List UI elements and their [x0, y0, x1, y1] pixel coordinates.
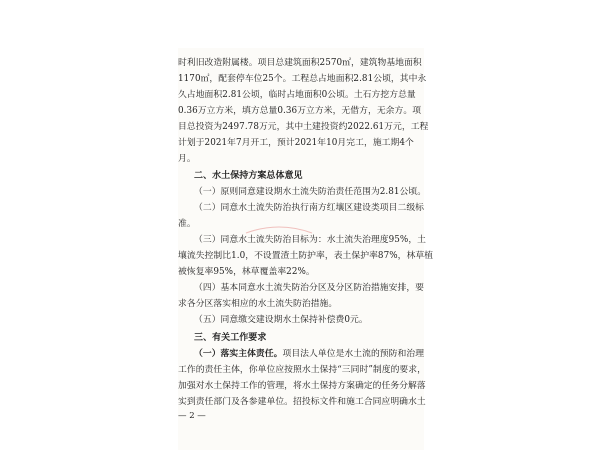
page-number: — 2 —	[178, 411, 206, 421]
body-line: （二）同意水土流失防治执行南方红壤区建设类项目二级标	[194, 203, 425, 213]
body-line: 久占地面积2.81公顷，临时占地面积0公顷。土石方挖方总量	[178, 90, 416, 100]
body-line: 加强对水土保持工作的管理，将水土保持方案确定的任务分解落	[178, 381, 426, 391]
body-line: 壤流失控制比1.0，不设置渣土防护率，表土保护率87%，林草植	[178, 251, 434, 261]
body-line: （四）基本同意水土流失防治分区及分区防治措施安排，要	[194, 283, 425, 293]
body-line: （一）原则同意建设期水土流失防治责任范围为2.81公顷。	[194, 187, 427, 197]
section-heading: 三、有关工作要求	[194, 333, 267, 343]
body-line: 月。	[178, 154, 196, 164]
body-line: （五）同意缴交建设期水土保持补偿费0元。	[194, 315, 368, 325]
body-line: 准。	[178, 219, 196, 229]
body-line: 1170㎡，配套停车位25个。工程总占地面积2.81公顷，其中永	[178, 74, 427, 84]
body-line: 计划于2021年7月开工，预计2021年10月完工，施工期4个	[178, 138, 414, 148]
body-line: 0.36万立方米，填方总量0.36万立方米，无借方，无余方。项	[178, 106, 422, 116]
body-line: 被恢复率95%，林草覆盖率22%。	[178, 267, 315, 277]
body-line-with-lead	[194, 349, 426, 360]
body-line-rest: 项目法人单位是水土流的预防和治理	[282, 349, 425, 359]
bold-lead: （一）落实主体责任。	[194, 349, 283, 359]
body-line: 求各分区落实相应的水土流失防治措施。	[178, 299, 338, 309]
body-line: 工作的责任主体，你单位应按照水土保持“三同时”制度的要求，	[178, 365, 426, 375]
body-line: 目总投资为2497.78万元，其中土建投资约2022.61万元，工程	[178, 122, 429, 132]
body-line: 时利旧改造附属楼。项目总建筑面积2570㎡，建筑物基地面积	[178, 58, 422, 68]
section-heading: 二、水土保持方案总体意见	[194, 171, 303, 181]
body-line: 实到责任部门及各参建单位。招投标文件和施工合同应明确水土	[178, 397, 426, 407]
body-line: （三）同意水土流失防治目标为：水土流失治理度95%，土	[194, 235, 427, 245]
